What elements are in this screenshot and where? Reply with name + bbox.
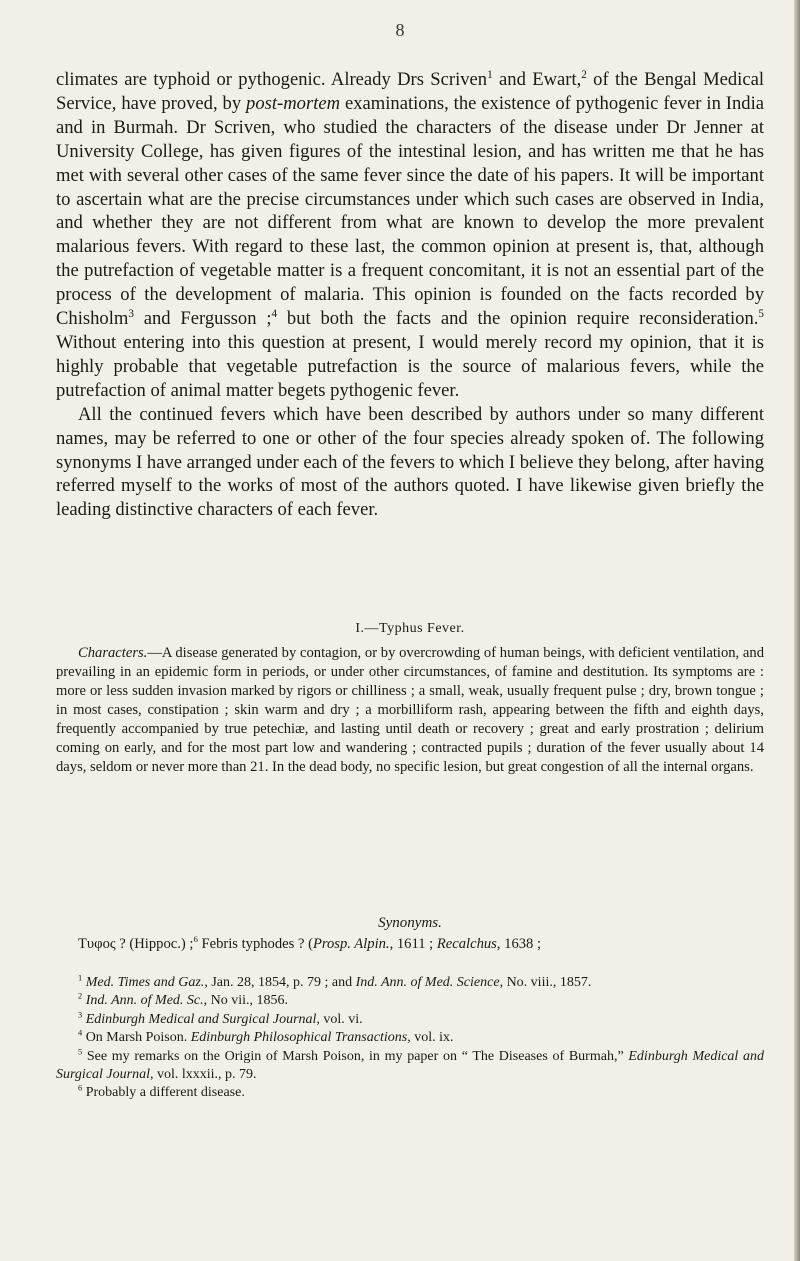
text-run: Probably a different disease. [82,1085,245,1101]
footnote-mark: 3 [78,1010,83,1020]
text-run: , No vii., 1856. [203,993,289,1009]
synonyms-line [56,935,764,954]
footnote [56,1029,764,1047]
italic-run: Med. Times and Gaz. [85,975,205,990]
text-run: and Ewart, [492,69,582,90]
text-run: Febris typhodes ? ( [197,936,313,952]
text-run: and Fergusson ; [133,308,272,330]
paragraph-1 [56,68,764,403]
characters-text: —A disease generated by contagion, or by overcrowding of human beings, with deficient ventilation, and prevailing in an epidemic form in periods, or under other circumstances, of famine and destitution. Its symptoms are : more or less sudden invasion marked by rigors or chilliness ; a small, weak, usually frequent pulse ; dry, brown tongue ; in most cases, constipation ; skin warm and dry ; a morbilliform rash, appearing between the fifth and eighth days, frequently accompanied by true petechiæ, and lasting until death or recovery ; great and early prostration ; delirium coming on early, and for the most part low and wandering ; contracted pupils ; duration of the fever usually about 14 days, seldom or never more than 21. In the dead body, no specific lesion, but great congestion of all the internal organs. [56,645,764,775]
footnote-mark: 2 [78,991,83,1001]
italic-run: Edinburgh Medical and Surgical Journal [56,1048,765,1083]
text-run: See my remarks on the Origin of Marsh Poison, in my paper on “ The Diseases of Burmah,” [82,1048,629,1064]
text-run: climates are typhoid or pythogenic. Already Drs Scriven [56,69,488,90]
text-run: On Marsh Poison. [82,1030,191,1046]
text-run: , vol. vi. [316,1011,363,1027]
footnote-mark: 4 [78,1028,83,1038]
italic-run: Prosp. Alpin. [312,936,390,952]
text-run: Τυφος ? (Hippoc.) ; [78,936,194,952]
italic-run: Ind. Ann. of Med. Science [355,975,500,990]
footnote [56,1048,764,1085]
text-run: , 1638 ; [496,936,542,952]
footnote-ref: 4 [271,307,278,320]
footnote-mark: 1 [78,973,83,983]
footnote [56,992,764,1010]
text-run: , 1611 ; [389,936,437,952]
footnote-ref: 2 [581,68,587,81]
footnote-ref: 6 [193,935,198,945]
italic-run: post-mortem [246,92,341,114]
italic-run: Ind. Ann. of Med. Sc. [85,993,204,1009]
footnote [56,974,764,992]
text-run: Without entering into this question at present, I would merely record my opinion, that it is highly probable that vegetable putrefaction is the source of malarious fevers, while the putrefaction of animal matter begets pythogenic fever. [56,331,764,401]
footnote-mark: 6 [78,1083,83,1093]
text-run: , vol. lxxxii., p. 79. [149,1067,257,1083]
characters-paragraph [56,644,764,777]
footnote [56,1011,764,1029]
italic-run: Edinburgh Philosophical Transactions [190,1030,408,1046]
characters-label: Characters. [78,645,148,661]
footnotes [56,974,764,1103]
text-run: of the Bengal Medical Service, have proved, by [56,69,764,114]
main-text [56,68,764,522]
footnote-ref: 5 [758,307,764,320]
footnote-ref: 1 [487,68,493,81]
text-run: , Jan. 28, 1854, p. 79 ; and [204,975,356,990]
synonyms-heading: Synonyms. [378,915,442,931]
text-run: , No. viii., 1857. [499,975,592,990]
text-run: examinations, the existence of pythogenic fever in India and in Burmah. Dr Scriven, who studied the characters of the disease under Dr Jenner at University College, has given figures of the intestinal lesion, and has written me that he has met with several other cases of the same fever since the date of his papers. It will be important to ascertain what are the precise circumstances under which such cases are observed in India, and whether they are not different from what are known to develop the more prevalent malarious fevers. With regard to these last, the common opinion at present is, that, although the putrefaction of vegetable matter is a frequent concomitant, it is not an essential part of the process of the development of malaria. This opinion is founded on the facts recorded by Chisholm [56,92,764,330]
section-heading: I.—Typhus Fever. [355,621,465,636]
page-number: 8 [395,20,405,40]
footnote [56,1084,764,1102]
page-edge-shadow [794,0,800,1261]
text-run: , vol. ix. [407,1030,454,1046]
italic-run: Recalchus [436,936,497,952]
footnote-ref: 3 [128,307,134,320]
italic-run: Edinburgh Medical and Surgical Journal [85,1011,317,1027]
text-run: but both the facts and the opinion require reconsideration. [277,308,759,330]
paragraph-2: All the continued fevers which have been described by authors under so many different names, may be referred to one or other of the four species already spoken of. The following synonyms I have arranged under each of the fevers to which I believe they belong, after having referred myself to the works of most of the authors quoted. I have likewise given briefly the leading distinctive characters of each fever. [56,403,764,521]
footnote-mark: 5 [78,1046,83,1056]
